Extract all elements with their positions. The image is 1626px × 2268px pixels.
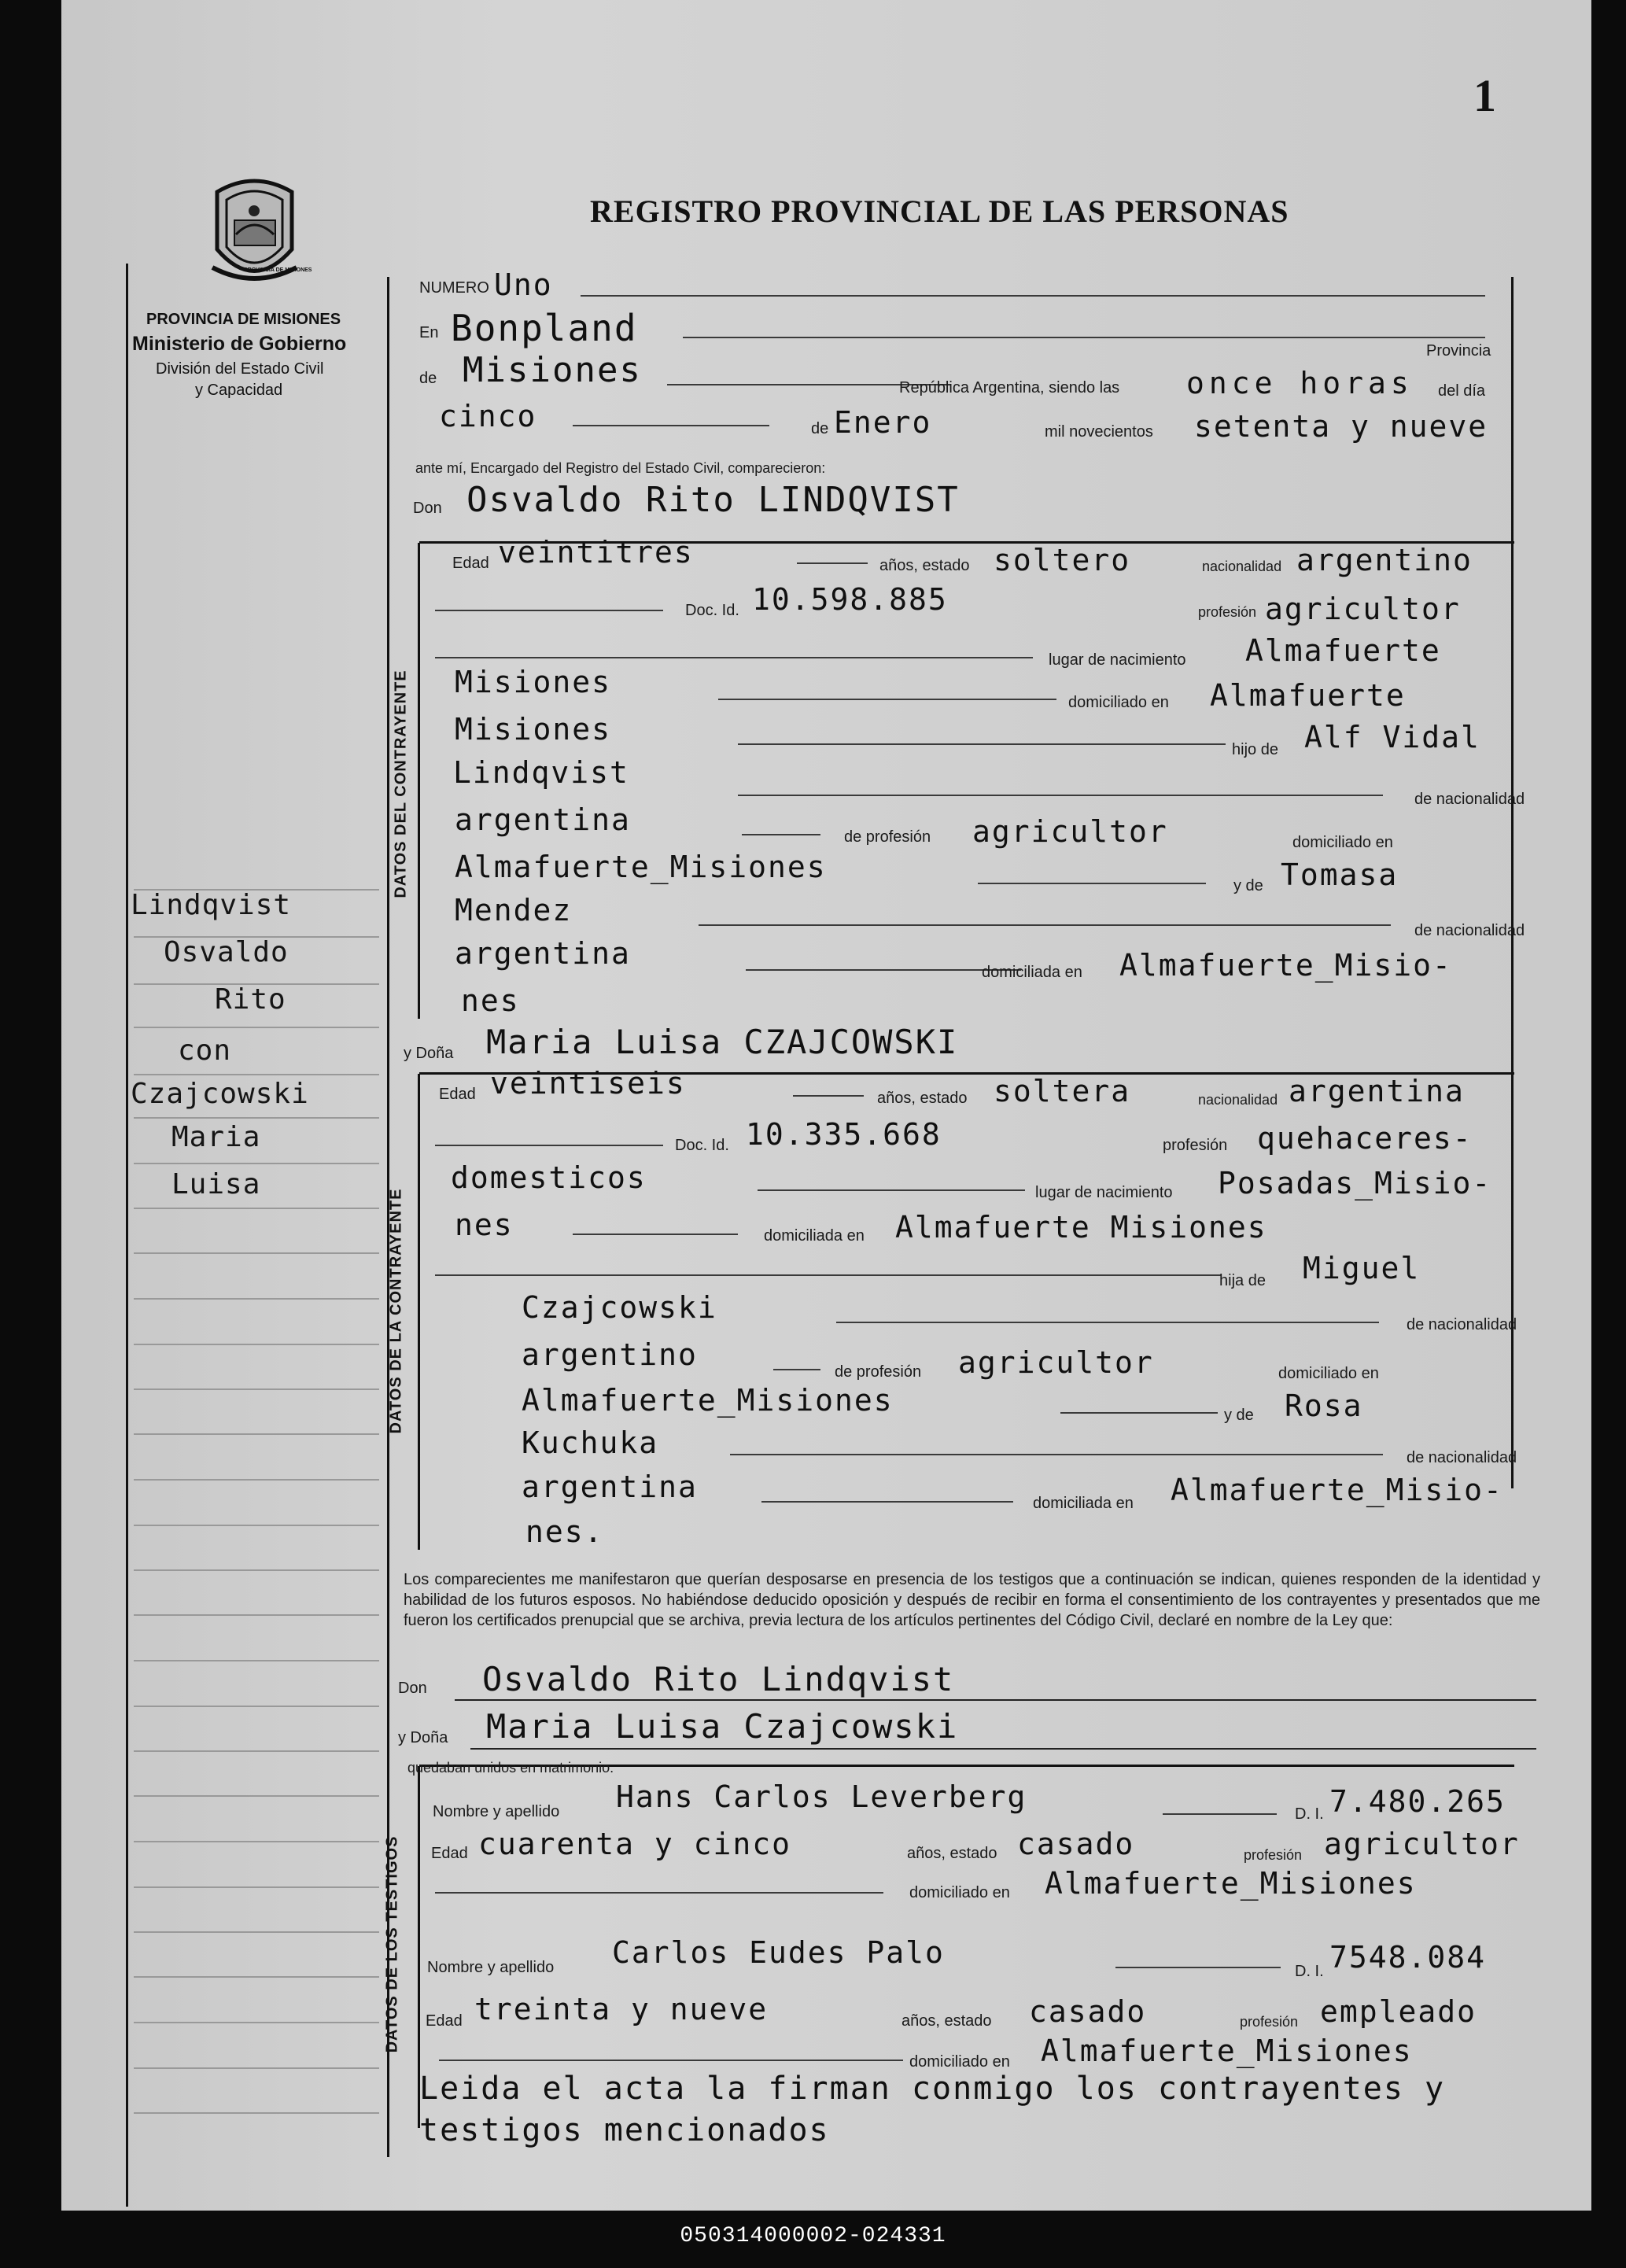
label-nacionalidad: nacionalidad bbox=[1198, 1092, 1278, 1108]
field-act-number: Uno bbox=[494, 267, 553, 302]
field-day: cinco bbox=[439, 399, 537, 433]
closing-line-1: Leida el acta la firman conmigo los contrayentes y bbox=[419, 2071, 1446, 2107]
label-y-dona: y Doña bbox=[398, 1729, 448, 1746]
field-groom-mother-address: Almafuerte_Misio- bbox=[1119, 948, 1452, 983]
closing-line-2: testigos mencionados bbox=[419, 2112, 830, 2148]
label-lugar-nacimiento: lugar de nacimiento bbox=[1035, 1184, 1173, 1201]
label-anos-estado: años, estado bbox=[901, 2012, 992, 2030]
org-ministry: Ministerio de Gobierno bbox=[132, 333, 347, 355]
archive-code: 050314000002-024331 bbox=[680, 2224, 946, 2248]
field-witness1-di: 7.480.265 bbox=[1329, 1784, 1506, 1819]
underline bbox=[836, 1322, 1379, 1323]
label-domiciliada-en: domiciliada en bbox=[982, 964, 1082, 981]
underline bbox=[439, 2060, 903, 2061]
side-label-witnesses: DATOS DE LOS TESTIGOS bbox=[383, 1835, 401, 2053]
underline bbox=[435, 610, 663, 611]
field-bride-status: soltera bbox=[994, 1074, 1131, 1108]
label-profesion: profesión bbox=[1163, 1137, 1228, 1154]
label-profesion: profesión bbox=[1240, 2014, 1299, 2030]
side-label-bride: DATOS DE LA CONTRAYENTE bbox=[387, 1188, 405, 1434]
label-edad: Edad bbox=[431, 1845, 468, 1862]
label-edad: Edad bbox=[426, 2012, 463, 2030]
field-witness2-profession: empleado bbox=[1320, 1994, 1477, 2029]
underline bbox=[573, 1234, 738, 1235]
label-di: D. I. bbox=[1295, 1963, 1324, 1980]
label-ante-mi: ante mí, Encargado del Registro del Estado Civil, comparecieron: bbox=[415, 460, 826, 476]
label-de-nacionalidad: de nacionalidad bbox=[1407, 1449, 1517, 1466]
coat-of-arms-seal bbox=[201, 175, 308, 293]
label-de-mes: de bbox=[811, 420, 829, 437]
form-right-rule bbox=[1511, 277, 1514, 1488]
field-bride-birthplace: Posadas_Misio- bbox=[1218, 1166, 1492, 1200]
label-y-de: y de bbox=[1224, 1407, 1254, 1424]
declaration-paragraph: Los comparecientes me manifestaron que querían desposarse en presencia de los testigos que a continuación se indican, quienes responden de la identidad y habilidad de los futuros esposos. No habiéndose deducido oposición y después de recibir en forma el consentimiento de los contrayentes y presentados que me fueron los certificados prenupcial que se archiva, previa lectura de los artículos pertinentes del Código Civil, declaré en nombre de la Ley que: bbox=[404, 1571, 1540, 1629]
margin-note-line: Lindqvist bbox=[131, 889, 292, 921]
underline bbox=[761, 1501, 1013, 1503]
org-division: División del Estado Civil bbox=[156, 360, 324, 378]
underline bbox=[730, 1454, 1383, 1455]
field-bride-mother: Rosa bbox=[1285, 1388, 1363, 1423]
field-bride-father: Miguel bbox=[1303, 1251, 1421, 1285]
field-bride-father-address: Almafuerte_Misiones bbox=[522, 1383, 894, 1418]
field-month: Enero bbox=[834, 405, 932, 440]
field-groom-mother-nationality: argentina bbox=[455, 936, 631, 971]
field-bride-doc: 10.335.668 bbox=[746, 1117, 942, 1152]
underline bbox=[1060, 1412, 1218, 1414]
underline bbox=[435, 1274, 1222, 1276]
field-groom-mother: Tomasa bbox=[1281, 857, 1399, 892]
field-bride-age: veintiseis bbox=[490, 1066, 686, 1101]
field-witness2-name: Carlos Eudes Palo bbox=[612, 1935, 945, 1970]
label-anos-estado: años, estado bbox=[879, 557, 970, 574]
field-groom-father: Alf Vidal bbox=[1304, 720, 1480, 754]
label-don: Don bbox=[398, 1680, 427, 1697]
underline bbox=[455, 1699, 1536, 1701]
field-witness2-status: casado bbox=[1029, 1994, 1147, 2029]
field-hours: once horas bbox=[1186, 366, 1414, 400]
field-groom-birthplace-province: Misiones bbox=[455, 665, 612, 699]
underline bbox=[797, 562, 868, 564]
groom-block-rule bbox=[418, 543, 420, 1019]
label-edad: Edad bbox=[452, 555, 489, 572]
field-bride-birthplace-cont: nes bbox=[455, 1208, 514, 1242]
field-bride-father-nationality: argentino bbox=[522, 1337, 698, 1372]
field-groom-status: soltero bbox=[994, 543, 1131, 577]
org-province: PROVINCIA DE MISIONES bbox=[146, 311, 341, 328]
label-profesion: profesión bbox=[1198, 604, 1257, 620]
underline bbox=[699, 924, 1391, 926]
underline bbox=[746, 969, 1021, 971]
label-anos-estado: años, estado bbox=[877, 1090, 968, 1107]
label-doc-id: Doc. Id. bbox=[675, 1137, 729, 1154]
field-bride-mother-address-cont: nes. bbox=[525, 1514, 604, 1549]
label-nacionalidad: nacionalidad bbox=[1202, 559, 1282, 574]
underline bbox=[1115, 1967, 1281, 1968]
field-witness1-status: casado bbox=[1017, 1827, 1135, 1861]
label-di: D. I. bbox=[1295, 1805, 1324, 1823]
label-domiciliado-en: domiciliado en bbox=[909, 1884, 1010, 1901]
label-de-nacionalidad: de nacionalidad bbox=[1414, 791, 1525, 808]
field-place: Bonpland bbox=[451, 307, 638, 349]
field-groom-father-profession: agricultor bbox=[972, 814, 1168, 849]
label-y-de: y de bbox=[1233, 877, 1263, 894]
document-page bbox=[61, 0, 1591, 2211]
label-en: En bbox=[419, 324, 439, 341]
field-witness1-age: cuarenta y cinco bbox=[478, 1827, 792, 1861]
underline bbox=[683, 337, 1485, 338]
field-bride-name: Maria Luisa CZAJCOWSKI bbox=[486, 1023, 959, 1061]
field-witness1-name: Hans Carlos Leverberg bbox=[616, 1779, 1027, 1814]
label-numero: NUMERO bbox=[419, 279, 489, 297]
label-domiciliado-en: domiciliado en bbox=[1278, 1365, 1379, 1382]
underline bbox=[758, 1189, 1025, 1191]
label-nombre-apellido: Nombre y apellido bbox=[427, 1959, 555, 1976]
side-label-groom: DATOS DEL CONTRAYENTE bbox=[392, 669, 410, 898]
label-lugar-nacimiento: lugar de nacimiento bbox=[1049, 651, 1186, 669]
field-declaration-bride: Maria Luisa Czajcowski bbox=[486, 1707, 959, 1746]
label-republica: República Argentina, siendo las bbox=[899, 379, 1120, 396]
label-domiciliado-en: domiciliado en bbox=[909, 2053, 1010, 2071]
underline bbox=[435, 1892, 883, 1894]
field-witness2-age: treinta y nueve bbox=[474, 1992, 769, 2026]
field-bride-father-profession: agricultor bbox=[958, 1345, 1154, 1380]
label-de-nacionalidad: de nacionalidad bbox=[1414, 922, 1525, 939]
field-witness2-address: Almafuerte_Misiones bbox=[1041, 2034, 1413, 2068]
label-provincia: Provincia bbox=[1426, 342, 1491, 360]
field-groom-nationality: argentino bbox=[1296, 543, 1473, 577]
label-de-profesion: de profesión bbox=[844, 828, 931, 846]
margin-note-line: Luisa bbox=[171, 1168, 261, 1200]
label-domiciliado-en: domiciliado en bbox=[1068, 694, 1169, 711]
underline bbox=[738, 743, 1226, 745]
underline bbox=[573, 425, 769, 426]
field-bride-mother-surname: Kuchuka bbox=[522, 1425, 659, 1460]
field-witness2-di: 7548.084 bbox=[1329, 1940, 1487, 1975]
field-groom-birthplace: Almafuerte bbox=[1245, 633, 1441, 668]
label-don: Don bbox=[413, 500, 442, 517]
field-witness1-address: Almafuerte_Misiones bbox=[1045, 1866, 1417, 1901]
label-domiciliada-en: domiciliada en bbox=[1033, 1495, 1134, 1512]
field-groom-address-province: Misiones bbox=[455, 712, 612, 747]
margin-note-line: Maria bbox=[171, 1121, 261, 1153]
field-groom-name: Osvaldo Rito LINDQVIST bbox=[466, 480, 960, 520]
label-mil-novecientos: mil novecientos bbox=[1045, 423, 1153, 441]
underline bbox=[742, 834, 820, 835]
label-doc-id: Doc. Id. bbox=[685, 602, 739, 619]
field-groom-profession: agricultor bbox=[1265, 592, 1461, 626]
label-hijo-de: hijo de bbox=[1232, 741, 1278, 758]
label-anos-estado: años, estado bbox=[907, 1845, 997, 1862]
underline bbox=[718, 699, 1056, 700]
field-bride-nationality: argentina bbox=[1289, 1074, 1465, 1108]
field-groom-age: veintitres bbox=[498, 535, 694, 570]
field-witness1-profession: agricultor bbox=[1324, 1827, 1520, 1861]
label-hija-de: hija de bbox=[1219, 1272, 1266, 1289]
seal-banner-text: PROVINCIA DE MISIONES bbox=[244, 267, 312, 273]
label-de: de bbox=[419, 370, 437, 387]
underline bbox=[978, 883, 1206, 884]
field-groom-mother-surname: Mendez bbox=[455, 893, 573, 927]
field-bride-profession-cont: domesticos bbox=[451, 1160, 647, 1195]
field-groom-father-surname: Lindqvist bbox=[453, 755, 629, 790]
margin-note-line: Osvaldo bbox=[164, 936, 289, 968]
label-profesion: profesión bbox=[1244, 1847, 1303, 1863]
field-bride-father-surname: Czajcowski bbox=[522, 1290, 717, 1325]
field-groom-doc: 10.598.885 bbox=[752, 582, 948, 617]
field-bride-profession: quehaceres- bbox=[1257, 1121, 1473, 1156]
underline bbox=[773, 1369, 820, 1370]
underline bbox=[738, 795, 1383, 796]
label-de-profesion: de profesión bbox=[835, 1363, 922, 1381]
underline bbox=[793, 1095, 864, 1097]
underline bbox=[435, 1145, 663, 1146]
field-groom-father-address: Almafuerte_Misiones bbox=[455, 850, 827, 884]
underline bbox=[470, 1748, 1536, 1750]
label-de-nacionalidad: de nacionalidad bbox=[1407, 1316, 1517, 1333]
label-edad: Edad bbox=[439, 1086, 476, 1103]
label-nombre-apellido: Nombre y apellido bbox=[433, 1803, 560, 1820]
label-domiciliada-en: domiciliada en bbox=[764, 1227, 865, 1245]
org-capacity: y Capacidad bbox=[195, 382, 283, 399]
label-quedaban: quedaban unidos en matrimonio. bbox=[407, 1760, 614, 1776]
field-declaration-groom: Osvaldo Rito Lindqvist bbox=[482, 1660, 955, 1698]
label-del-dia: del día bbox=[1438, 382, 1486, 400]
label-y-dona: y Doña bbox=[404, 1045, 454, 1062]
field-groom-address: Almafuerte bbox=[1210, 678, 1406, 713]
page-title: REGISTRO PROVINCIAL DE LAS PERSONAS bbox=[590, 194, 1289, 229]
field-year: setenta y nueve bbox=[1194, 409, 1488, 444]
bride-block-rule bbox=[418, 1074, 420, 1550]
field-bride-address: Almafuerte Misiones bbox=[895, 1210, 1267, 1245]
margin-note-line: Rito bbox=[215, 983, 286, 1016]
field-bride-mother-address: Almafuerte_Misio- bbox=[1171, 1473, 1503, 1507]
field-groom-father-nationality: argentina bbox=[455, 802, 631, 837]
margin-note-line: Czajcowski bbox=[131, 1078, 309, 1110]
margin-note-line: con bbox=[178, 1034, 232, 1067]
label-domiciliado-en: domiciliado en bbox=[1292, 834, 1393, 851]
page-number: 1 bbox=[1473, 70, 1496, 121]
underline bbox=[435, 657, 1033, 658]
field-groom-mother-address-cont: nes bbox=[461, 983, 520, 1018]
field-bride-mother-nationality: argentina bbox=[522, 1470, 698, 1504]
left-margin-rule bbox=[126, 264, 128, 2207]
field-province: Misiones bbox=[463, 350, 642, 390]
underline bbox=[581, 295, 1485, 297]
underline bbox=[1163, 1813, 1277, 1815]
